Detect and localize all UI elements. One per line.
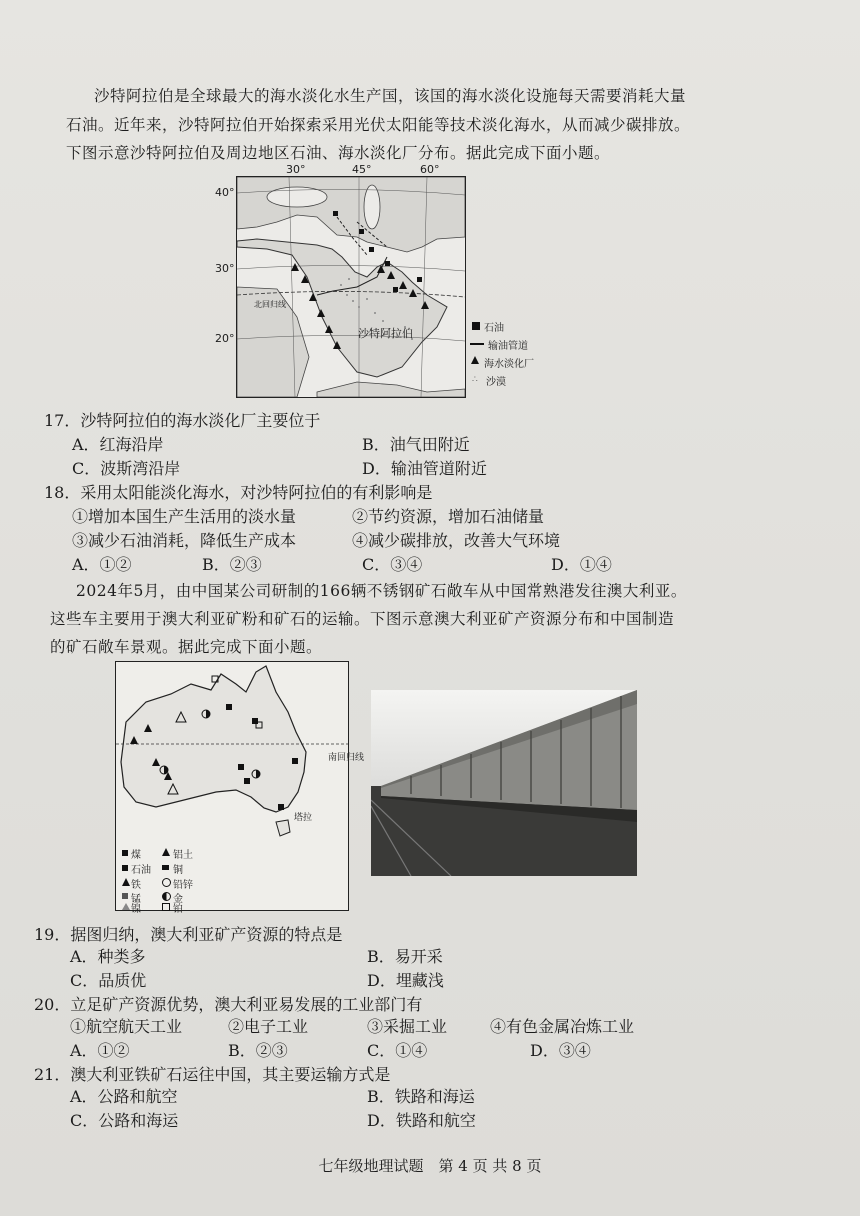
q17-option-b[interactable]: B．油气田附近 — [362, 435, 470, 454]
lead-zinc-legend-icon — [162, 878, 171, 887]
copper-legend-icon — [162, 865, 169, 870]
q19-stem: 19．据图归纳，澳大利亚矿产资源的特点是 — [34, 925, 343, 944]
map1-svg — [237, 177, 465, 397]
bauxite-legend-icon — [162, 848, 170, 856]
q19-option-b[interactable]: B．易开采 — [367, 947, 443, 966]
coal-legend-icon — [122, 850, 128, 856]
ore-wagon-photo — [371, 690, 637, 876]
q20-option-a[interactable]: A．①② — [70, 1041, 130, 1060]
q20-statement-1: ①航空航天工业 — [70, 1017, 183, 1036]
q20-stem: 20．立足矿产资源优势，澳大利亚易发展的工业部门有 — [34, 995, 423, 1014]
q17-option-a[interactable]: A．红海沿岸 — [72, 435, 164, 454]
legend-item: 煤 — [131, 850, 141, 861]
legend-item: 金 — [173, 894, 183, 905]
q20-statement-4: ④有色金属冶炼工业 — [490, 1017, 635, 1036]
legend-item: 海水淡化厂 — [484, 359, 534, 370]
page-footer: 七年级地理试题 第 4 页 共 8 页 — [318, 1157, 542, 1175]
intro2-line3: 的矿石敞车景观。据此完成下面小题。 — [50, 638, 323, 656]
q19-option-a[interactable]: A．种类多 — [70, 947, 146, 966]
oil-legend-icon — [122, 865, 128, 871]
q18-stem: 18．采用太阳能淡化海水，对沙特阿拉伯的有利影响是 — [44, 483, 433, 502]
platinum-legend-icon — [162, 903, 170, 911]
map1-frame — [236, 176, 466, 398]
q20-option-b[interactable]: B．②③ — [228, 1041, 288, 1060]
ore-wagon-svg — [371, 690, 637, 876]
desert-legend-icon: ∴ — [472, 375, 478, 385]
q18-option-b[interactable]: B．②③ — [202, 555, 262, 574]
lon-label: 60° — [420, 163, 440, 176]
q21-option-a[interactable]: A．公路和航空 — [70, 1087, 178, 1106]
map-australia — [115, 661, 365, 915]
q21-stem: 21．澳大利亚铁矿石运往中国，其主要运输方式是 — [34, 1065, 391, 1084]
q18-option-d[interactable]: D．①④ — [551, 555, 612, 574]
iron-legend-icon — [122, 878, 130, 886]
legend-item: 石油 — [131, 865, 151, 876]
legend-item: 铁 — [131, 880, 141, 891]
q18-statement-1: ①增加本国生产生活用的淡水量 — [72, 507, 297, 526]
intro2-line1: 2024年5月，由中国某公司研制的166辆不锈钢矿石敞车从中国常熟港发往澳大利亚。 — [76, 582, 687, 600]
q18-option-c[interactable]: C．③④ — [362, 555, 423, 574]
lat-label: 40° — [215, 186, 235, 199]
manganese-legend-icon — [122, 893, 128, 899]
q20-option-d[interactable]: D．③④ — [530, 1041, 591, 1060]
q20-option-c[interactable]: C．①④ — [367, 1041, 428, 1060]
q18-statement-2: ②节约资源，增加石油储量 — [352, 507, 545, 526]
intro1-line2: 石油。近年来，沙特阿拉伯开始探索采用光伏太阳能等技术淡化海水，从而减少碳排放。 — [66, 116, 691, 134]
q18-statement-3: ③减少石油消耗，降低生产成本 — [72, 531, 297, 550]
legend-item: 镍 — [131, 904, 141, 915]
intro1-line3: 下图示意沙特阿拉伯及周边地区石油、海水淡化厂分布。据此完成下面小题。 — [66, 144, 611, 162]
desalination-legend-icon — [471, 356, 479, 364]
q17-stem: 17．沙特阿拉伯的海水淡化厂主要位于 — [44, 411, 321, 430]
legend-item: 石油 — [484, 323, 504, 334]
map1-country-label: 沙特阿拉伯 — [358, 327, 413, 340]
q20-statement-3: ③采掘工业 — [367, 1017, 448, 1036]
q21-option-c[interactable]: C．公路和海运 — [70, 1111, 179, 1130]
legend-item: 铅锌 — [173, 880, 193, 891]
lat-label: 30° — [215, 262, 235, 275]
q18-option-a[interactable]: A．①② — [72, 555, 132, 574]
map2-port-label: 塔拉 — [294, 813, 313, 823]
q17-option-c[interactable]: C．波斯湾沿岸 — [72, 459, 181, 478]
q19-option-c[interactable]: C．品质优 — [70, 971, 147, 990]
intro1-line1: 沙特阿拉伯是全球最大的海水淡化水生产国，该国的海水淡化设施每天需要消耗大量 — [94, 87, 687, 105]
oil-legend-icon — [472, 322, 480, 330]
q18-statement-4: ④减少碳排放，改善大气环境 — [352, 531, 561, 550]
q17-option-d[interactable]: D．输油管道附近 — [362, 459, 487, 478]
q19-option-d[interactable]: D．埋藏浅 — [367, 971, 444, 990]
intro2-line2: 这些车主要用于澳大利亚矿粉和矿石的运输。下图示意澳大利亚矿产资源分布和中国制造 — [50, 610, 675, 628]
legend-item: 沙漠 — [486, 377, 506, 388]
lon-label: 30° — [286, 163, 306, 176]
map1-tropic-label: 北回归线 — [254, 300, 286, 309]
q21-option-b[interactable]: B．铁路和海运 — [367, 1087, 475, 1106]
legend-item: 铝土 — [173, 850, 193, 861]
map2-tropic-label: 南回归线 — [328, 753, 365, 763]
q20-statement-2: ②电子工业 — [228, 1017, 309, 1036]
legend-item: 铂 — [173, 904, 183, 915]
pipeline-legend-icon — [470, 343, 484, 345]
legend-item: 输油管道 — [488, 341, 528, 352]
lon-label: 45° — [352, 163, 372, 176]
lat-label: 20° — [215, 332, 235, 345]
nickel-legend-icon — [122, 903, 130, 910]
q21-option-d[interactable]: D．铁路和航空 — [367, 1111, 476, 1130]
gold-legend-icon — [162, 892, 171, 901]
legend-item: 锰 — [131, 894, 141, 905]
legend-item: 铜 — [173, 865, 183, 876]
